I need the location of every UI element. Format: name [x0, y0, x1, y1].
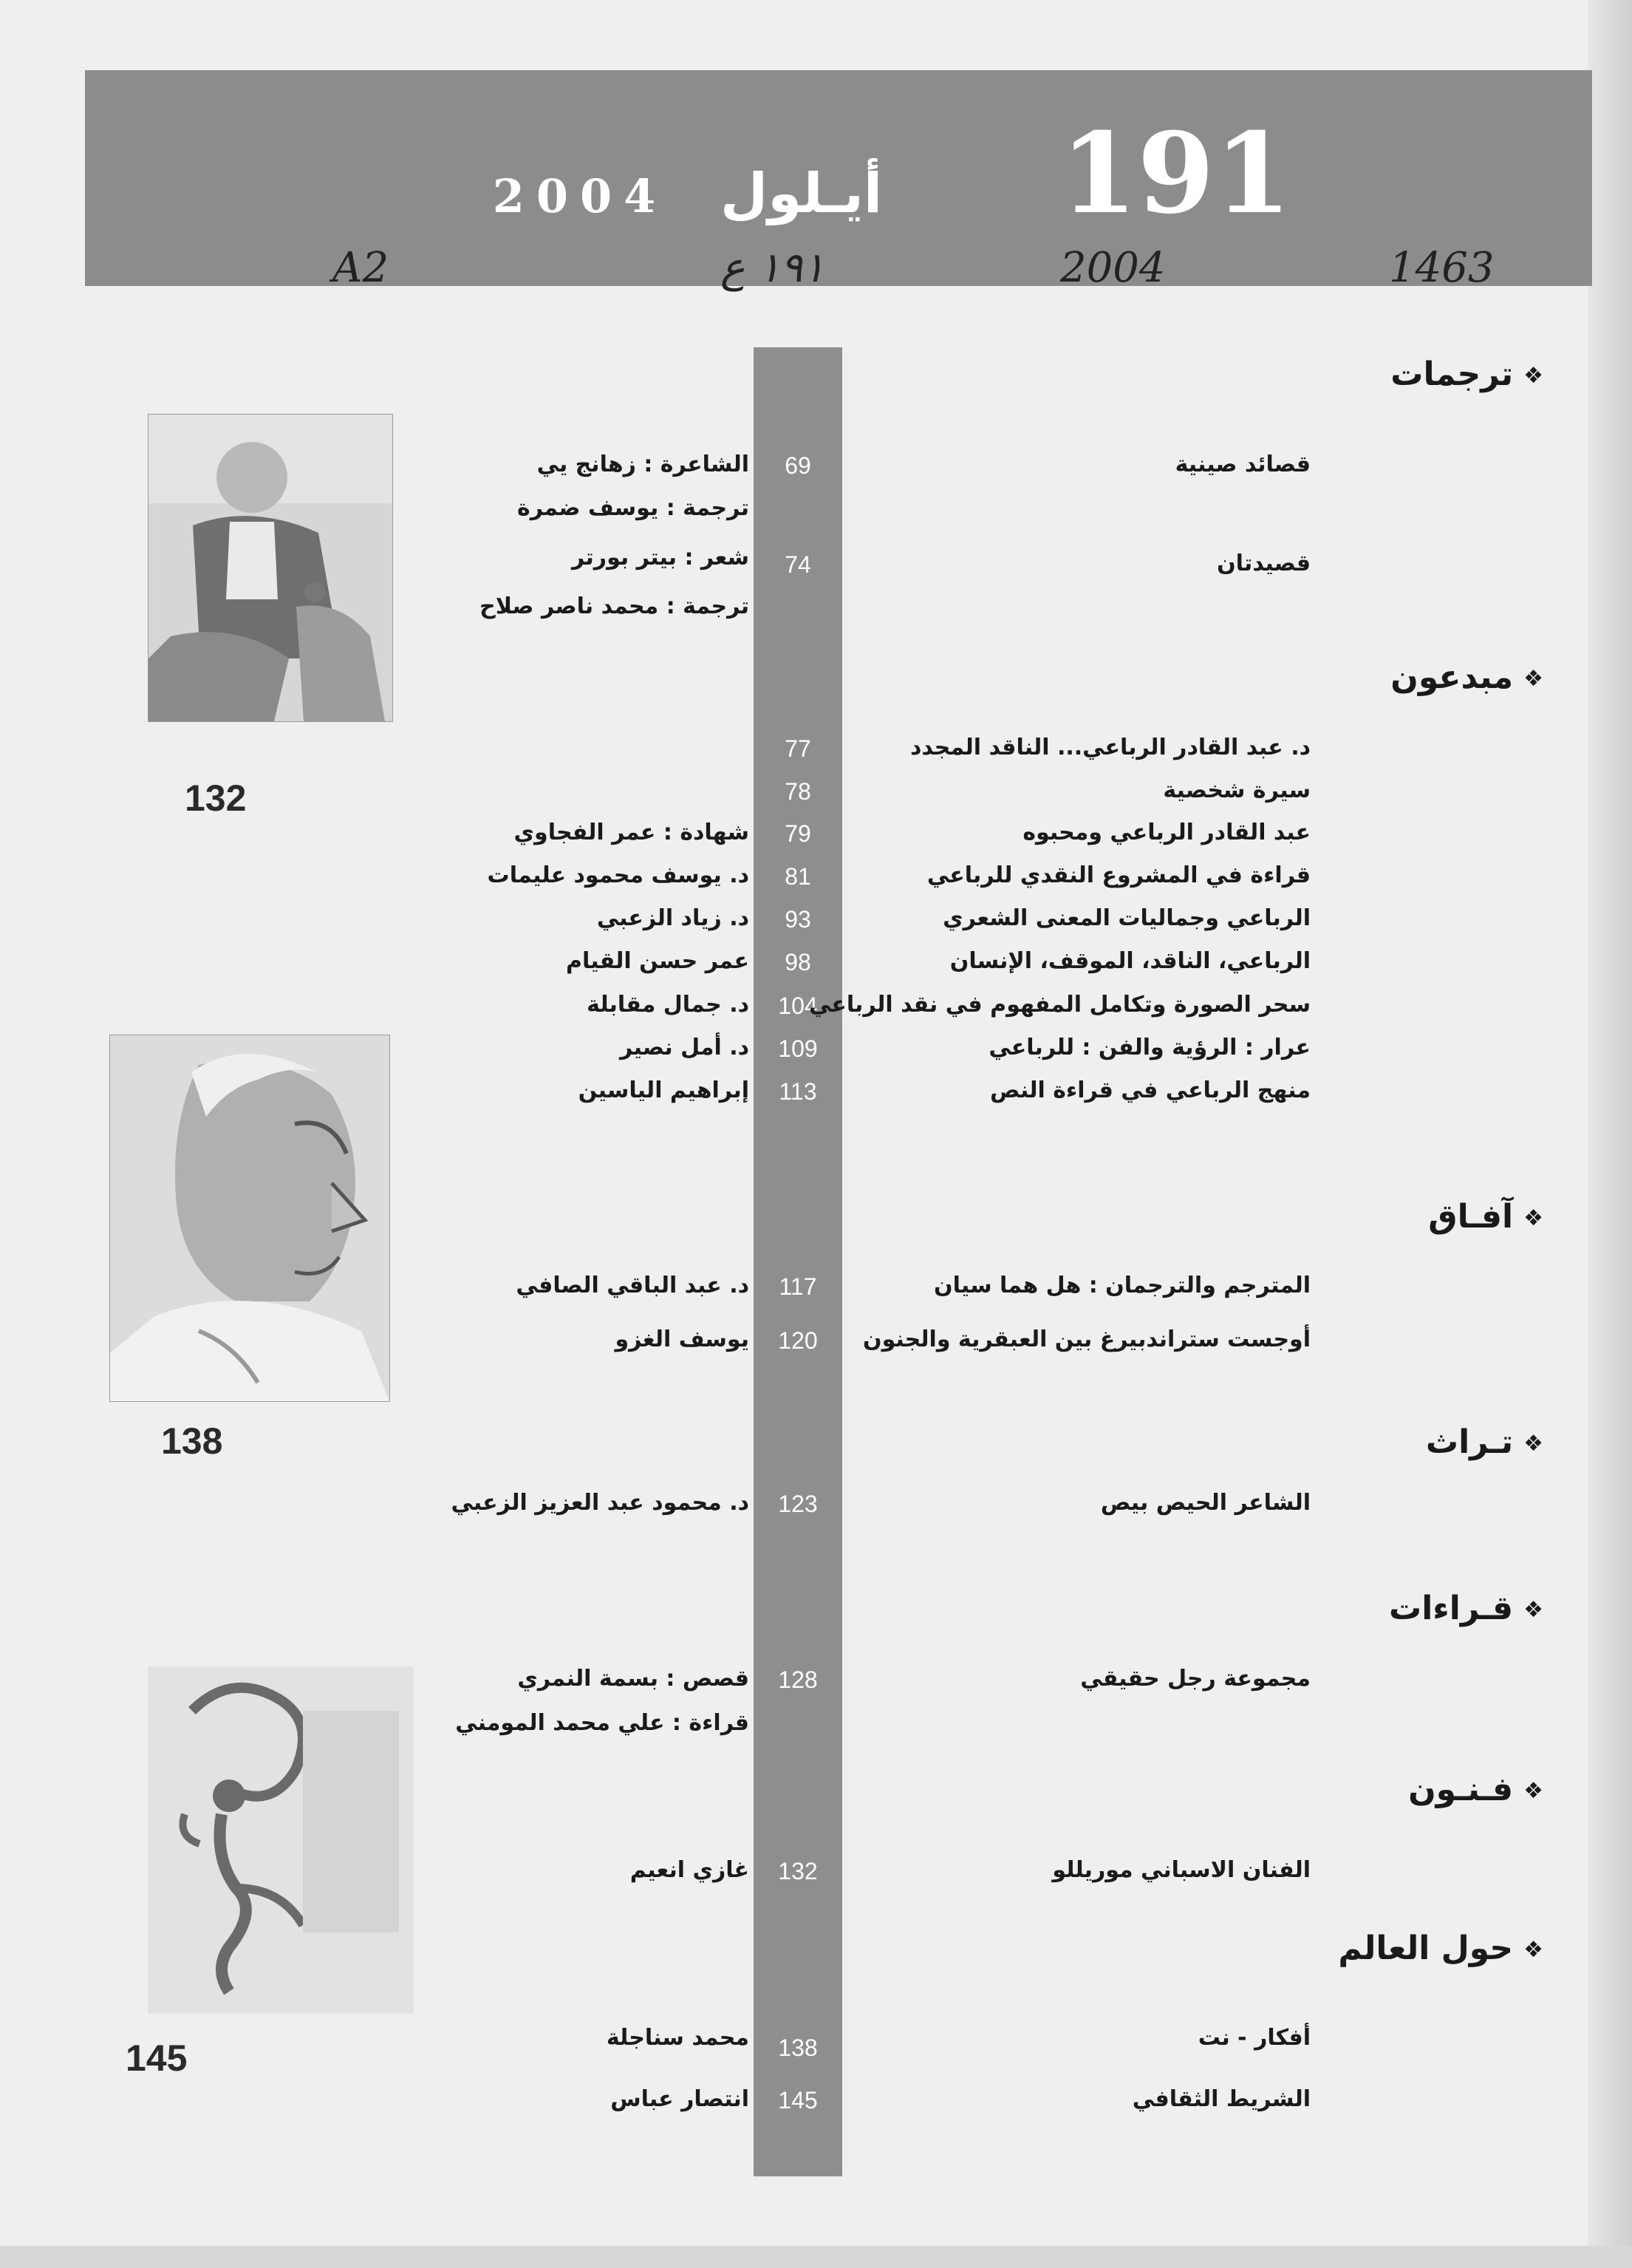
- toc-author: ترجمة : محمد ناصر صلاح: [479, 593, 749, 619]
- toc-title: عرار : الرؤية والفن : للرباعي: [989, 1035, 1311, 1060]
- toc-page-number: 123: [778, 1491, 818, 1517]
- section-heading: ❖تـراث: [1425, 1423, 1543, 1461]
- toc-page-number: 120: [778, 1327, 818, 1354]
- toc-title: الشاعر الحيص بيص: [1100, 1490, 1311, 1516]
- sculpture-icon: [148, 1666, 414, 2014]
- toc-author: شعر : بيتر بورتر: [571, 545, 749, 571]
- toc-author: قصص : بسمة النمري: [517, 1666, 749, 1692]
- diamond-icon: ❖: [1523, 1597, 1543, 1623]
- portrait-man-icon: [110, 1035, 389, 1401]
- toc-page-number: 81: [785, 863, 811, 890]
- toc-title: الرباعي وجماليات المعنى الشعري: [943, 905, 1311, 931]
- toc-title: الفنان الاسباني موريللو: [1052, 1857, 1311, 1883]
- image-caption: 145: [126, 2037, 188, 2079]
- portrait-man-image: [109, 1035, 390, 1402]
- toc-title: سحر الصورة وتكامل المفهوم في نقد الرباعي: [809, 992, 1311, 1018]
- toc-author: الشاعرة : زهانج يي: [536, 452, 749, 477]
- toc-author: عمر حسن القيام: [566, 948, 749, 974]
- toc-page-number: 93: [785, 906, 811, 933]
- toc-title: أفكار - نت: [1198, 2025, 1311, 2051]
- diamond-icon: ❖: [1523, 666, 1543, 692]
- toc-title: مجموعة رجل حقيقي: [1080, 1666, 1311, 1692]
- toc-author: د. يوسف محمود عليمات: [487, 862, 749, 888]
- toc-page-number: 78: [785, 778, 811, 805]
- toc-page-number: 104: [778, 992, 818, 1019]
- toc-page-number: 113: [779, 1078, 817, 1105]
- page-bottom-edge: [0, 2246, 1632, 2268]
- toc-title: المترجم والترجمان : هل هما سيان: [933, 1273, 1311, 1298]
- toc-author: د. محمود عبد العزيز الزعبي: [451, 1490, 749, 1516]
- issue-month: أيـلول: [720, 162, 883, 225]
- painting-boy-icon: [148, 415, 392, 721]
- section-heading: ❖قـراءات: [1389, 1590, 1543, 1627]
- toc-author: قراءة : علي محمد المومني: [455, 1710, 749, 1736]
- toc-title: قراءة في المشروع النقدي للرباعي: [926, 862, 1311, 888]
- toc-page-number: 79: [785, 820, 811, 847]
- toc-page-number: 98: [785, 949, 811, 975]
- issue-year: 2004: [492, 169, 668, 223]
- diamond-icon: ❖: [1523, 1205, 1543, 1231]
- diamond-icon: ❖: [1523, 1431, 1543, 1457]
- painting-boy-image: [148, 414, 393, 722]
- toc-author: د. جمال مقابلة: [587, 992, 749, 1018]
- toc-page-number: 132: [778, 1858, 818, 1884]
- toc-author: شهادة : عمر الفجاوي: [513, 820, 749, 845]
- section-heading: ❖آفـاق: [1428, 1198, 1543, 1236]
- toc-title: الرباعي، الناقد، الموقف، الإنسان: [949, 948, 1311, 974]
- section-heading: ❖حول العالم: [1338, 1930, 1543, 1967]
- toc-page-number: 117: [779, 1273, 817, 1300]
- toc-author: د. زياد الزعبي: [596, 905, 749, 931]
- section-heading: ❖فـنـون: [1408, 1771, 1543, 1808]
- handwritten-note: A2: [332, 244, 389, 292]
- toc-page-number: 69: [785, 452, 811, 479]
- toc-title: أوجست ستراندبيرغ بين العبقرية والجنون: [863, 1327, 1311, 1352]
- toc-title: قصيدتان: [1217, 551, 1311, 576]
- handwritten-note: 1463: [1389, 244, 1495, 292]
- toc-page-number: 74: [785, 551, 811, 578]
- toc-author: يوسف الغزو: [615, 1327, 749, 1352]
- toc-title: منهج الرباعي في قراءة النص: [990, 1077, 1311, 1103]
- image-caption: 132: [185, 777, 247, 819]
- section-heading: ❖ترجمات: [1390, 355, 1543, 393]
- page-number-column: [754, 347, 842, 2176]
- toc-title: سيرة شخصية: [1163, 777, 1311, 803]
- toc-author: غازي انعيم: [629, 1857, 749, 1883]
- toc-author: إبراهيم الياسين: [578, 1077, 749, 1103]
- toc-author: د. عبد الباقي الصافي: [516, 1273, 749, 1298]
- toc-title: قصائد صينية: [1175, 452, 1311, 477]
- handwritten-note: 2004: [1060, 244, 1166, 292]
- diamond-icon: ❖: [1523, 1778, 1543, 1804]
- issue-number: 191: [1060, 109, 1292, 239]
- diamond-icon: ❖: [1523, 363, 1543, 389]
- toc-page-number: 128: [778, 1666, 818, 1693]
- toc-author: محمد سناجلة: [606, 2025, 749, 2051]
- handwritten-note: ١٩١ ع: [720, 244, 825, 292]
- sculpture-image: [148, 1666, 414, 2014]
- diamond-icon: ❖: [1523, 1937, 1543, 1963]
- toc-title: عبد القادر الرباعي ومحبوه: [1022, 820, 1311, 845]
- toc-title: د. عبد القادر الرباعي... الناقد المجدد: [910, 735, 1311, 760]
- page-edge: [1588, 0, 1632, 2268]
- section-heading: ❖مبدعون: [1390, 658, 1543, 696]
- toc-title: الشريط الثقافي: [1132, 2086, 1311, 2112]
- toc-page-number: 77: [785, 735, 811, 762]
- toc-author: د. أمل نصير: [619, 1035, 749, 1060]
- toc-author: انتصار عباس: [610, 2086, 749, 2112]
- toc-page-number: 109: [778, 1035, 818, 1062]
- toc-author: ترجمة : يوسف ضمرة: [517, 495, 749, 521]
- toc-page-number: 145: [778, 2087, 818, 2114]
- image-caption: 138: [161, 1420, 223, 1462]
- toc-page-number: 138: [778, 2034, 818, 2061]
